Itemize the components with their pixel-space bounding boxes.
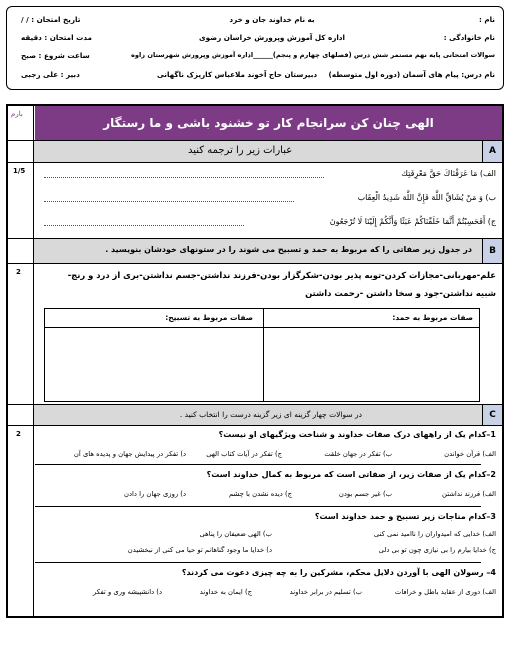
score-header: بارم xyxy=(11,110,23,118)
family-label: نام خانوادگی : xyxy=(443,33,495,42)
q1-option-c[interactable]: ج) تفکر در آیات کتاب الهی xyxy=(206,450,282,458)
section-b-score: 2 xyxy=(16,268,21,276)
col-tasbih-header: صفات مربوط به تسبیح: xyxy=(165,313,253,322)
section-b-letter: B xyxy=(482,239,502,263)
section-c-letter: C xyxy=(482,405,502,425)
q2-option-b[interactable]: ب) غیر جسم بودن xyxy=(338,490,392,498)
section-a-letter: A xyxy=(482,141,502,162)
q4-option-c[interactable]: ج) ایمان به خداوند xyxy=(199,588,252,596)
question-4: 4– رسولان الهی با آوردن دلایل محکم، مشرکین را به چه چیزی دعوت می کردند؟ xyxy=(181,568,496,577)
q4-option-d[interactable]: د) دانشپیشه وری و تفکر xyxy=(92,588,162,596)
section-a-item-3: ج) أَفَحَسِبْتُمْ أَنَّمَا خَلَقْنَاكُمْ عَبَثًا وَأَنَّكُمْ إِلَيْنَا لَا تُرْجَعُونَ xyxy=(329,217,496,226)
answer-line xyxy=(44,177,324,178)
q3-option-b[interactable]: ب) الهی ضعیفان را پناهی xyxy=(199,530,272,538)
section-b-body xyxy=(8,264,502,404)
section-a-instruction: عبارات زیر را ترجمه کنید xyxy=(188,145,293,156)
answer-line xyxy=(44,201,294,202)
exam-body xyxy=(6,104,504,618)
section-a-item-1: الف) مَا عَرَفْنَاكَ حَقَّ مَعْرِفَتِك xyxy=(401,169,496,178)
section-b-words-1: علم-مهربانی-مجازات کردن-توبه پذیر بودن-شکرگزار بودن-فرزند نداشتن-جسم نداشتن-بری از درد و رنج- xyxy=(67,270,496,280)
q1-option-a[interactable]: الف) قرآن خواندن xyxy=(444,450,496,458)
exam-page xyxy=(6,6,504,654)
q3-option-d[interactable]: د) خدایا ما وجود گناهانم تو حیا می کنی از نبخشیدن xyxy=(127,546,272,554)
section-b-header xyxy=(8,239,502,263)
section-a-body xyxy=(8,163,502,238)
answer-line xyxy=(44,225,244,226)
q4-option-a[interactable]: الف) دوری از عقاید باطل و خرافات xyxy=(394,588,496,596)
exam-line: سوالات امتحانی پایه نهم مستمر شش درس (فصلهای چهارم و پنجم)______اداره آموزش وپرورش شهرستان زاوه xyxy=(131,51,495,59)
teacher-label: دبیر : علی رجبی xyxy=(21,70,80,79)
org-name: اداره کل آموزش وپرورش خراسان رضوی xyxy=(199,33,345,42)
q2-option-d[interactable]: د) روزی جهان را دادن xyxy=(124,490,186,498)
question-2: 2–کدام یک از صفات زیر، از صفاتی است که مربوط به کمال خداوند است؟ xyxy=(206,470,496,479)
col-hamd-header: صفات مربوط به حمد: xyxy=(392,313,473,322)
start-time-label: ساعت شروع : صبح xyxy=(21,51,90,60)
page-title: الهی چنان کن سرانجام کار تو خشنود باشی و ما رستگار xyxy=(35,106,502,140)
section-c-header xyxy=(8,405,502,425)
exam-date-label: تاریخ امتحان : / / xyxy=(21,15,81,24)
section-a-header xyxy=(8,141,502,162)
section-c-instruction: در سوالات چهار گزینه ای زیر گزینه درست را انتخاب کنید . xyxy=(179,410,362,419)
question-1: 1–کدام یک از راههای درک صفات خداوند و شناخت ویژگیهای او نیست؟ xyxy=(218,430,496,439)
q2-option-c[interactable]: ج) دیده نشدن با چشم xyxy=(229,490,292,498)
name-label: نام : xyxy=(478,15,495,24)
section-b-words-2: شبیه نداشتن-جود و سخا داشتن -رحمت داشتن xyxy=(305,288,496,298)
section-a-item-2: ب) وَ مَنْ يُشَاقِّ اللَّهَ فَإِنَّ اللَّهَ شَدِيدُ الْعِقَاب xyxy=(357,193,496,202)
q3-option-a[interactable]: الف) خدایی که امیدواران را ناامید نمی کنی xyxy=(373,530,496,538)
q1-option-b[interactable]: ب) تفکر در جهان خلقت xyxy=(324,450,392,458)
section-b-instruction: در جدول زیر صفاتی را که مربوط به حمد و تسبیح می شوند را در ستونهای خودشان بنویسید . xyxy=(105,245,472,254)
section-a-score: 1/5 xyxy=(13,167,26,175)
attributes-table xyxy=(44,308,480,402)
section-c-body xyxy=(8,426,502,616)
q1-option-d[interactable]: د) تفکر در پیدایش جهان و پدیده های آن xyxy=(73,450,186,458)
basmala: به نام خداوند جان و خرد xyxy=(229,15,315,24)
school-name: دبیرستان حاج آخوند ملاعباس کاریزک ناگهانی xyxy=(157,70,318,79)
q2-option-a[interactable]: الف) فرزند نداشتن xyxy=(442,490,496,498)
q3-option-c[interactable]: ج) خدایا بیارم را بی نیازی چون تو بی دلی xyxy=(378,546,496,554)
title-row xyxy=(8,106,502,140)
duration-label: مدت امتحان : دقیقه xyxy=(21,33,92,42)
course-label: نام درس: پیام های آسمان (دوره اول متوسطه) xyxy=(328,70,495,79)
exam-header xyxy=(6,6,504,90)
section-c-score: 2 xyxy=(16,430,21,438)
question-3: 3–کدام مناجات زیر تسبیح و حمد خداوند است؟ xyxy=(314,512,496,521)
q4-option-b[interactable]: ب) تسلیم در برابر خداوند xyxy=(289,588,362,596)
